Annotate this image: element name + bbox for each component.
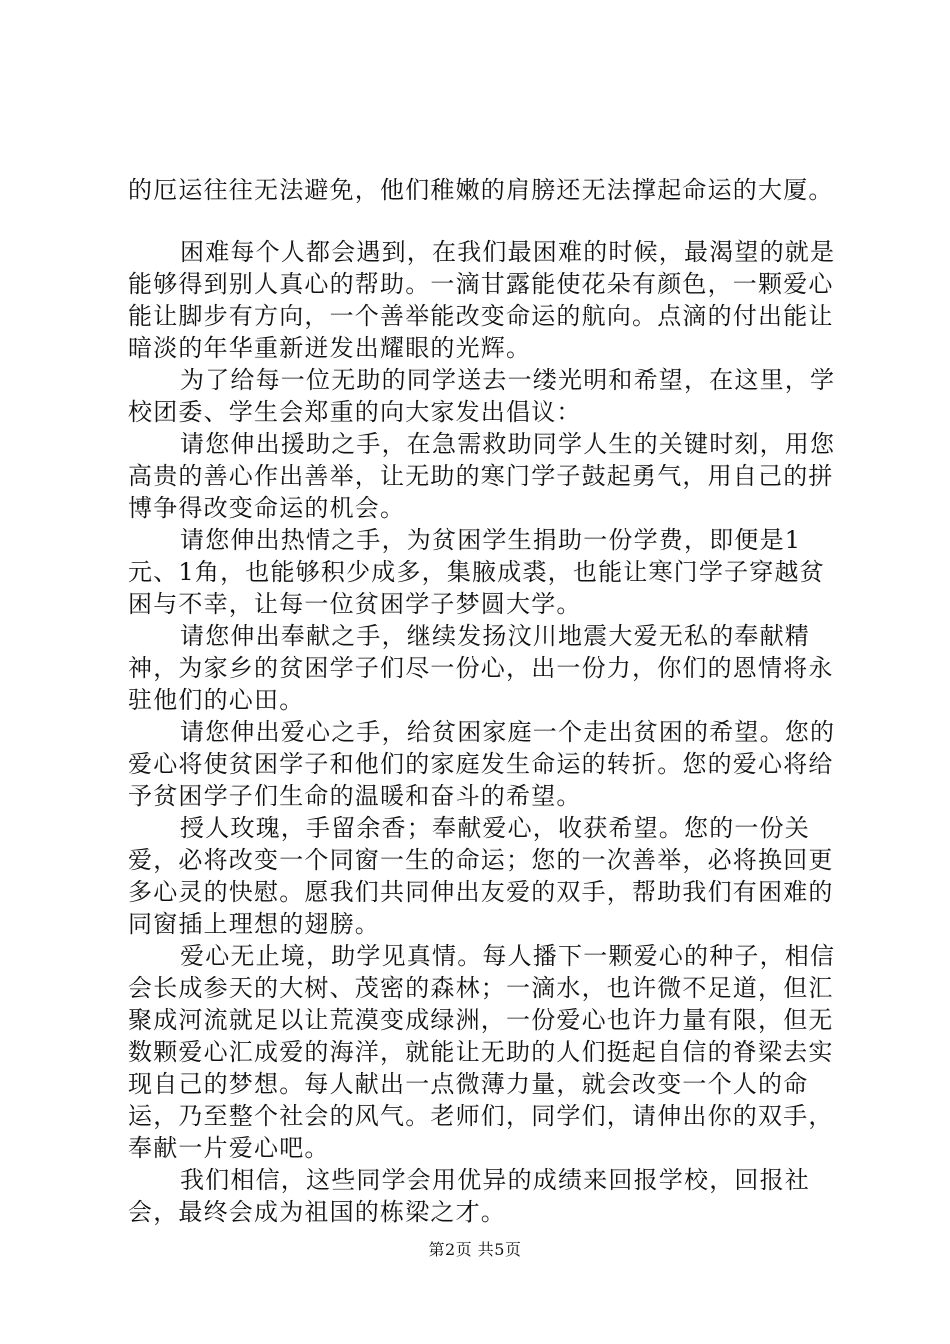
paragraph-belief: 我们相信，这些同学会用优异的成绩来回报学校，回报社会，最终会成为祖国的栋梁之才。 xyxy=(128,1166,810,1226)
body-text-block xyxy=(128,236,848,1228)
paragraph-difficulty: 困难每个人都会遇到，在我们最困难的时候，最渴望的就是能够得到别人真心的帮助。一滴甘露能使花朵有颜色，一颗爱心能让脚步有方向，一个善举能改变命运的航向。点滴的付出能让暗淡的年华重新迸发出耀眼的光辉。 xyxy=(128,238,836,362)
paragraph-dedication-hand: 请您伸出奉献之手，继续发扬汶川地震大爱无私的奉献精神，为家乡的贫困学子们尽一份心，出一份力，你们的恩情将永驻他们的心田。 xyxy=(128,622,834,714)
paragraph-help-hand: 请您伸出援助之手，在急需救助同学人生的关键时刻，用您高贵的善心作出善举，让无助的寒门学子鼓起勇气，用自己的拼博争得改变命运的机会。 xyxy=(128,430,836,522)
paragraph-endless-love: 爱心无止境，助学见真情。每人播下一颗爱心的种子，相信会长成参天的大树、茂密的森林；一滴水，也许微不足道，但汇聚成河流就足以让荒漠变成绿洲，一份爱心也许力量有限，但无数颗爱心汇成爱的海洋，就能让无助的人们挺起自信的脊梁去实现自己的梦想。每人献出一点微薄力量，就会改变一个人的命运，乃至整个社会的风气。老师们，同学们，请伸出你的双手，奉献一片爱心吧。 xyxy=(128,942,836,1162)
page-number-footer: 第2页 共5页 xyxy=(428,1240,522,1259)
paragraph-warm-hand: 请您伸出热情之手，为贫困学生捐助一份学费，即便是1元、1角，也能够积少成多，集腋成裘，也能让寒门学子穿越贫困与不幸，让每一位贫困学子梦圆大学。 xyxy=(128,526,825,618)
paragraph-initiative: 为了给每一位无助的同学送去一缕光明和希望，在这里，学校团委、学生会郑重的向大家发出倡议： xyxy=(128,366,836,426)
paragraph-love-hand: 请您伸出爱心之手，给贫困家庭一个走出贫困的希望。您的爱心将使贫困学子和他们的家庭发生命运的转折。您的爱心将给予贫困学子们生命的温暖和奋斗的希望。 xyxy=(128,718,836,810)
continuation-text-block xyxy=(128,174,848,206)
paragraph-roses: 授人玫瑰，手留余香；奉献爱心，收获希望。您的一份关爱，必将改变一个同窗一生的命运；您的一次善举，必将换回更多心灵的快慰。愿我们共同伸出友爱的双手，帮助我们有困难的同窗插上理想的翅膀。 xyxy=(128,814,834,938)
continuation-line: 的厄运往往无法避免，他们稚嫩的肩膀还无法撑起命运的大厦。 xyxy=(128,176,834,204)
